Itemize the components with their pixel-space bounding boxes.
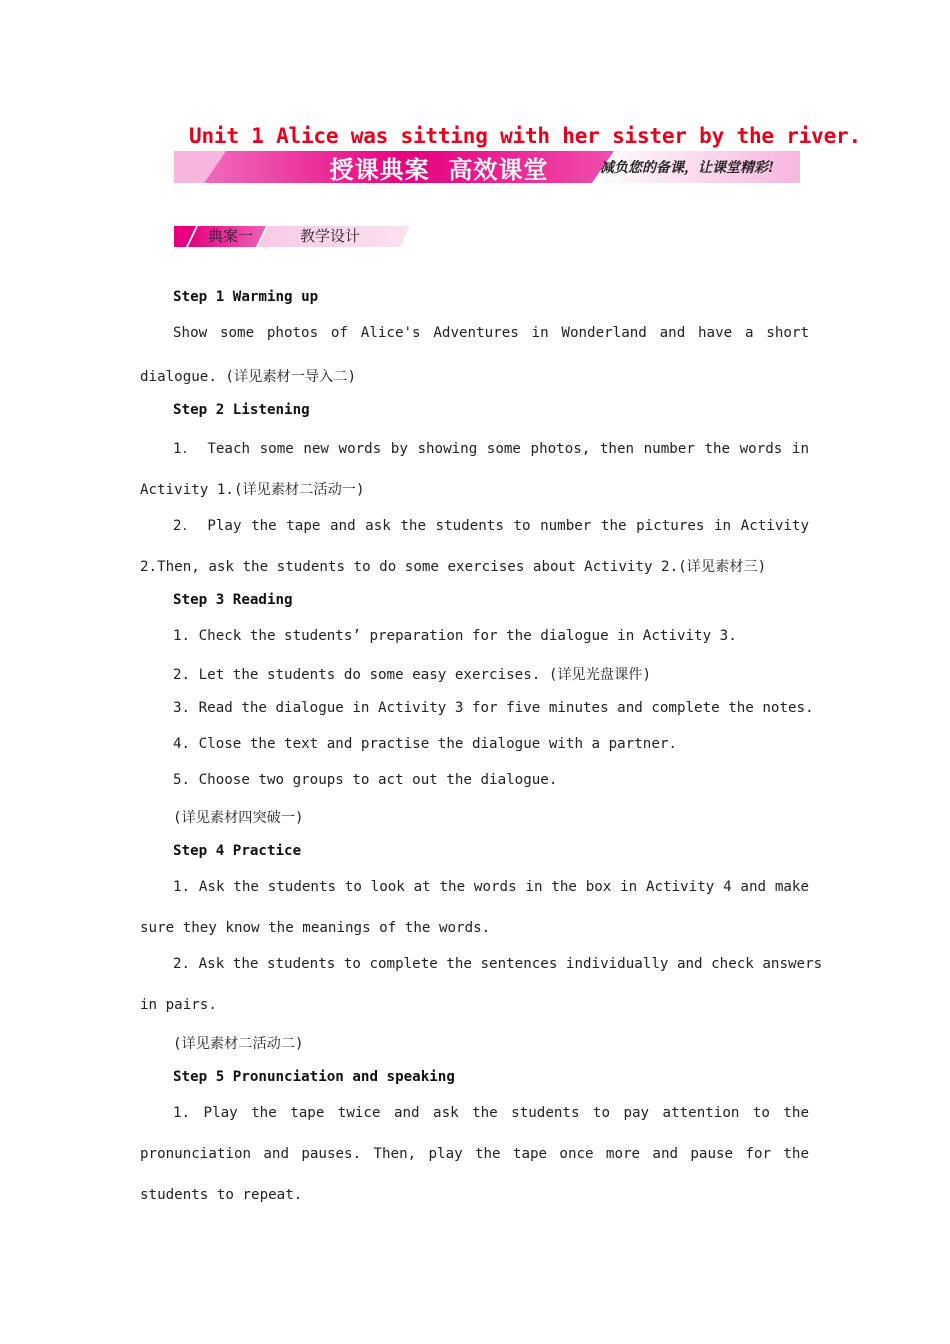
step5-heading: Step 5 Pronunciation and speaking [173, 1069, 455, 1085]
step1-paragraph-line2: dialogue. (详见素材一导入二) [140, 369, 356, 385]
step4-item1-line1: 1. Ask the students to look at the words in the box in Activity 4 and make [173, 879, 809, 895]
step1-heading: Step 1 Warming up [173, 289, 319, 305]
step2-item1-line2: Activity 1.(详见素材二活动一) [140, 482, 365, 498]
section-tab [174, 226, 410, 247]
section-title: 教学设计 [300, 227, 361, 245]
section-number: 典案一 [208, 227, 254, 245]
banner-title: 授课典案 高效课堂 [329, 155, 549, 184]
step3-heading: Step 3 Reading [173, 592, 293, 608]
step4-item2-line2: in pairs. [140, 997, 217, 1013]
step5-item1-line3: students to repeat. [140, 1187, 303, 1203]
step3-item5: 5. Choose two groups to act out the dialogue. [173, 772, 558, 788]
step2-item1-line1: 1． Teach some new words by showing some photos, then number the words in [173, 441, 809, 457]
step4-note: (详见素材二活动二) [173, 1036, 304, 1052]
step3-note: (详见素材四突破一) [173, 810, 304, 826]
step2-heading: Step 2 Listening [173, 402, 310, 418]
step4-heading: Step 4 Practice [173, 843, 302, 859]
banner [174, 151, 800, 183]
step3-item3: 3. Read the dialogue in Activity 3 for five minutes and complete the notes. [173, 700, 814, 716]
step3-item2: 2. Let the students do some easy exercises. (详见光盘课件) [173, 667, 652, 683]
banner-slogan: 减负您的备课，让课堂精彩! [600, 160, 775, 176]
step3-item4: 4. Close the text and practise the dialogue with a partner. [173, 736, 677, 752]
unit-title: Unit 1 Alice was sitting with her sister by the river. [189, 124, 861, 148]
step2-item2-line2: 2.Then, ask the students to do some exercises about Activity 2.(详见素材三) [140, 559, 767, 575]
step3-item1: 1. Check the students’ preparation for the dialogue in Activity 3. [173, 628, 737, 644]
step1-paragraph-line1: Show some photos of Alice's Adventures in Wonderland and have a short [173, 325, 809, 341]
step4-item2-line1: 2. Ask the students to complete the sentences individually and check answers [173, 956, 823, 972]
step5-item1-line1: 1. Play the tape twice and ask the students to pay attention to the [173, 1105, 809, 1121]
step5-item1-line2: pronunciation and pauses. Then, play the tape once more and pause for the [140, 1146, 809, 1162]
step2-item2-line1: 2． Play the tape and ask the students to number the pictures in Activity [173, 518, 809, 534]
step4-item1-line2: sure they know the meanings of the words. [140, 920, 491, 936]
